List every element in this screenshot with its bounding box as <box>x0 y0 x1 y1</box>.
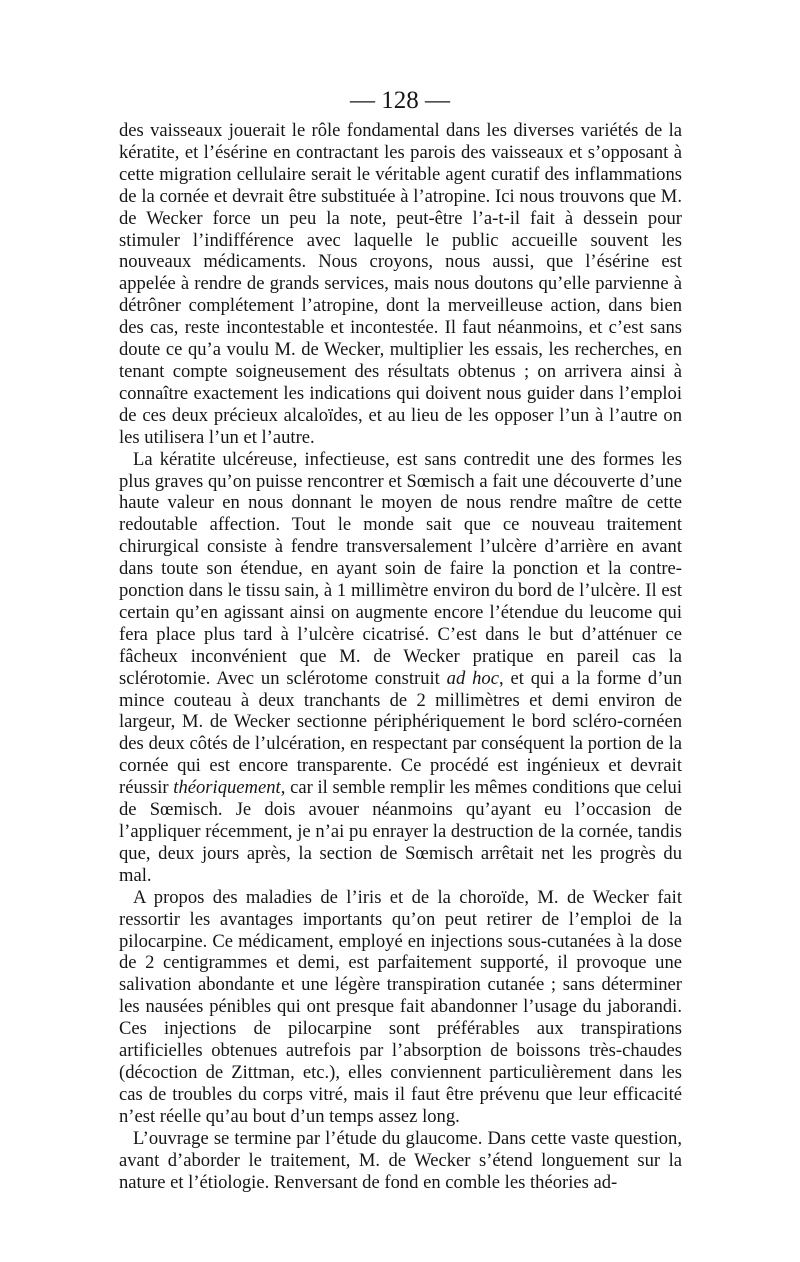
paragraph <box>119 449 682 887</box>
paragraph <box>119 1128 682 1194</box>
text-segment: , et qui a la forme d’un mince couteau à deux tranchants de 2 millimètres et demi environ de largeur, M. de Wecker sectionne périphériquement le bord scléro-cornéen des deux côtés de l’ulcération, en respectant par conséquent la portion de la cornée qui est encore transparente. Ce procédé est ingénieux et devrait réussir <box>119 667 683 799</box>
page-number: — 128 — <box>350 87 450 114</box>
paragraph <box>119 120 682 449</box>
italic-phrase: théoriquement <box>173 777 281 799</box>
italic-phrase: ad hoc <box>446 667 499 689</box>
text-segment: L’ouvrage se termine par l’étude du glaucome. Dans cette vaste question, avant d’aborder le traitement, M. de Wecker s’étend longuement sur la nature et l’étiologie. Renversant de fond en comble les théories ad- <box>119 1127 682 1193</box>
body-text <box>119 120 682 1193</box>
text-segment: , car il semble remplir les mêmes conditions que celui de Sœmisch. Je dois avouer néanmoins qu’ayant eu l’occasion de l’appliquer récemment, je n’ai pu enrayer la destruction de la cornée, tandis que, deux jours après, la section de Sœmisch arrêtait net les progrès du mal. <box>119 777 682 886</box>
text-segment: La kératite ulcéreuse, infectieuse, est sans contredit une des formes les plus graves qu’on puisse rencontrer et Sœmisch a fait une découverte d’une haute valeur en nous donnant le moyen de nous rendre maître de cette redoutable affection. Tout le monde sait que ce nouveau traitement chirurgical consiste à fendre transversalement l’ulcère d’arrière en avant dans toute son étendue, en ayant soin de faire la ponction et la contre-ponction dans le tissu sain, à 1 millimètre environ du bord de l’ulcère. Il est certain qu’en agissant ainsi on augmente encore l’étendue du leucome qui fera place plus tard à l’ulcère cicatrisé. C’est dans le but d’atténuer ce fâcheux inconvénient que M. de Wecker pratique en pareil cas la sclérotomie. Avec un sclérotome construit <box>119 448 682 689</box>
text-segment: A propos des maladies de l’iris et de la choroïde, M. de Wecker fait ressortir les avantages importants qu’on peut retirer de l’emploi de la pilocarpine. Ce médicament, employé en injections sous-cutanées à la dose de 2 centigrammes et demi, est parfaitement supporté, il provoque une salivation abondante et une légère transpiration cutanée ; sans déterminer les nausées pénibles qui ont presque fait abandonner l’usage du jaborandi. Ces injections de pilocarpine sont préférables aux transpirations artificielles obtenues autrefois par l’absorption de boissons très-chaudes (décoction de Zittman, etc.), elles conviennent particulièrement dans les cas de troubles du corps vitré, mais il faut être prévenu que leur efficacité n’est réelle qu’au bout d’un temps assez long. <box>119 886 682 1127</box>
text-segment: des vaisseaux jouerait le rôle fondamental dans les diverses variétés de la kératite, et l’ésérine en contractant les parois des vaisseaux et s’opposant à cette migration cellulaire serait le véritable agent curatif des inflammations de la cornée et devrait être substituée à l’atropine. Ici nous trouvons que M. de Wecker force un peu la note, peut-être l’a-t-il fait à dessein pour stimuler l’indifférence avec laquelle le public accueille souvent les nouveaux médicaments. Nous croyons, nous aussi, que l’ésérine est appelée à rendre de grands services, mais nous doutons qu’elle parvienne à détrôner complétement l’atropine, dont la merveilleuse action, dans bien des cas, reste incontestable et incontestée. Il faut néanmoins, et c’est sans doute ce qu’a voulu M. de Wecker, multiplier les essais, les recherches, en tenant compte soigneusement des résultats obtenus ; on arrivera ainsi à connaître exactement les indications qui doivent nous guider dans l’emploi de ces deux précieux alcaloïdes, et au lieu de les opposer l’un à l’autre on les utilisera l’un et l’autre. <box>119 120 682 448</box>
paragraph <box>119 887 682 1128</box>
